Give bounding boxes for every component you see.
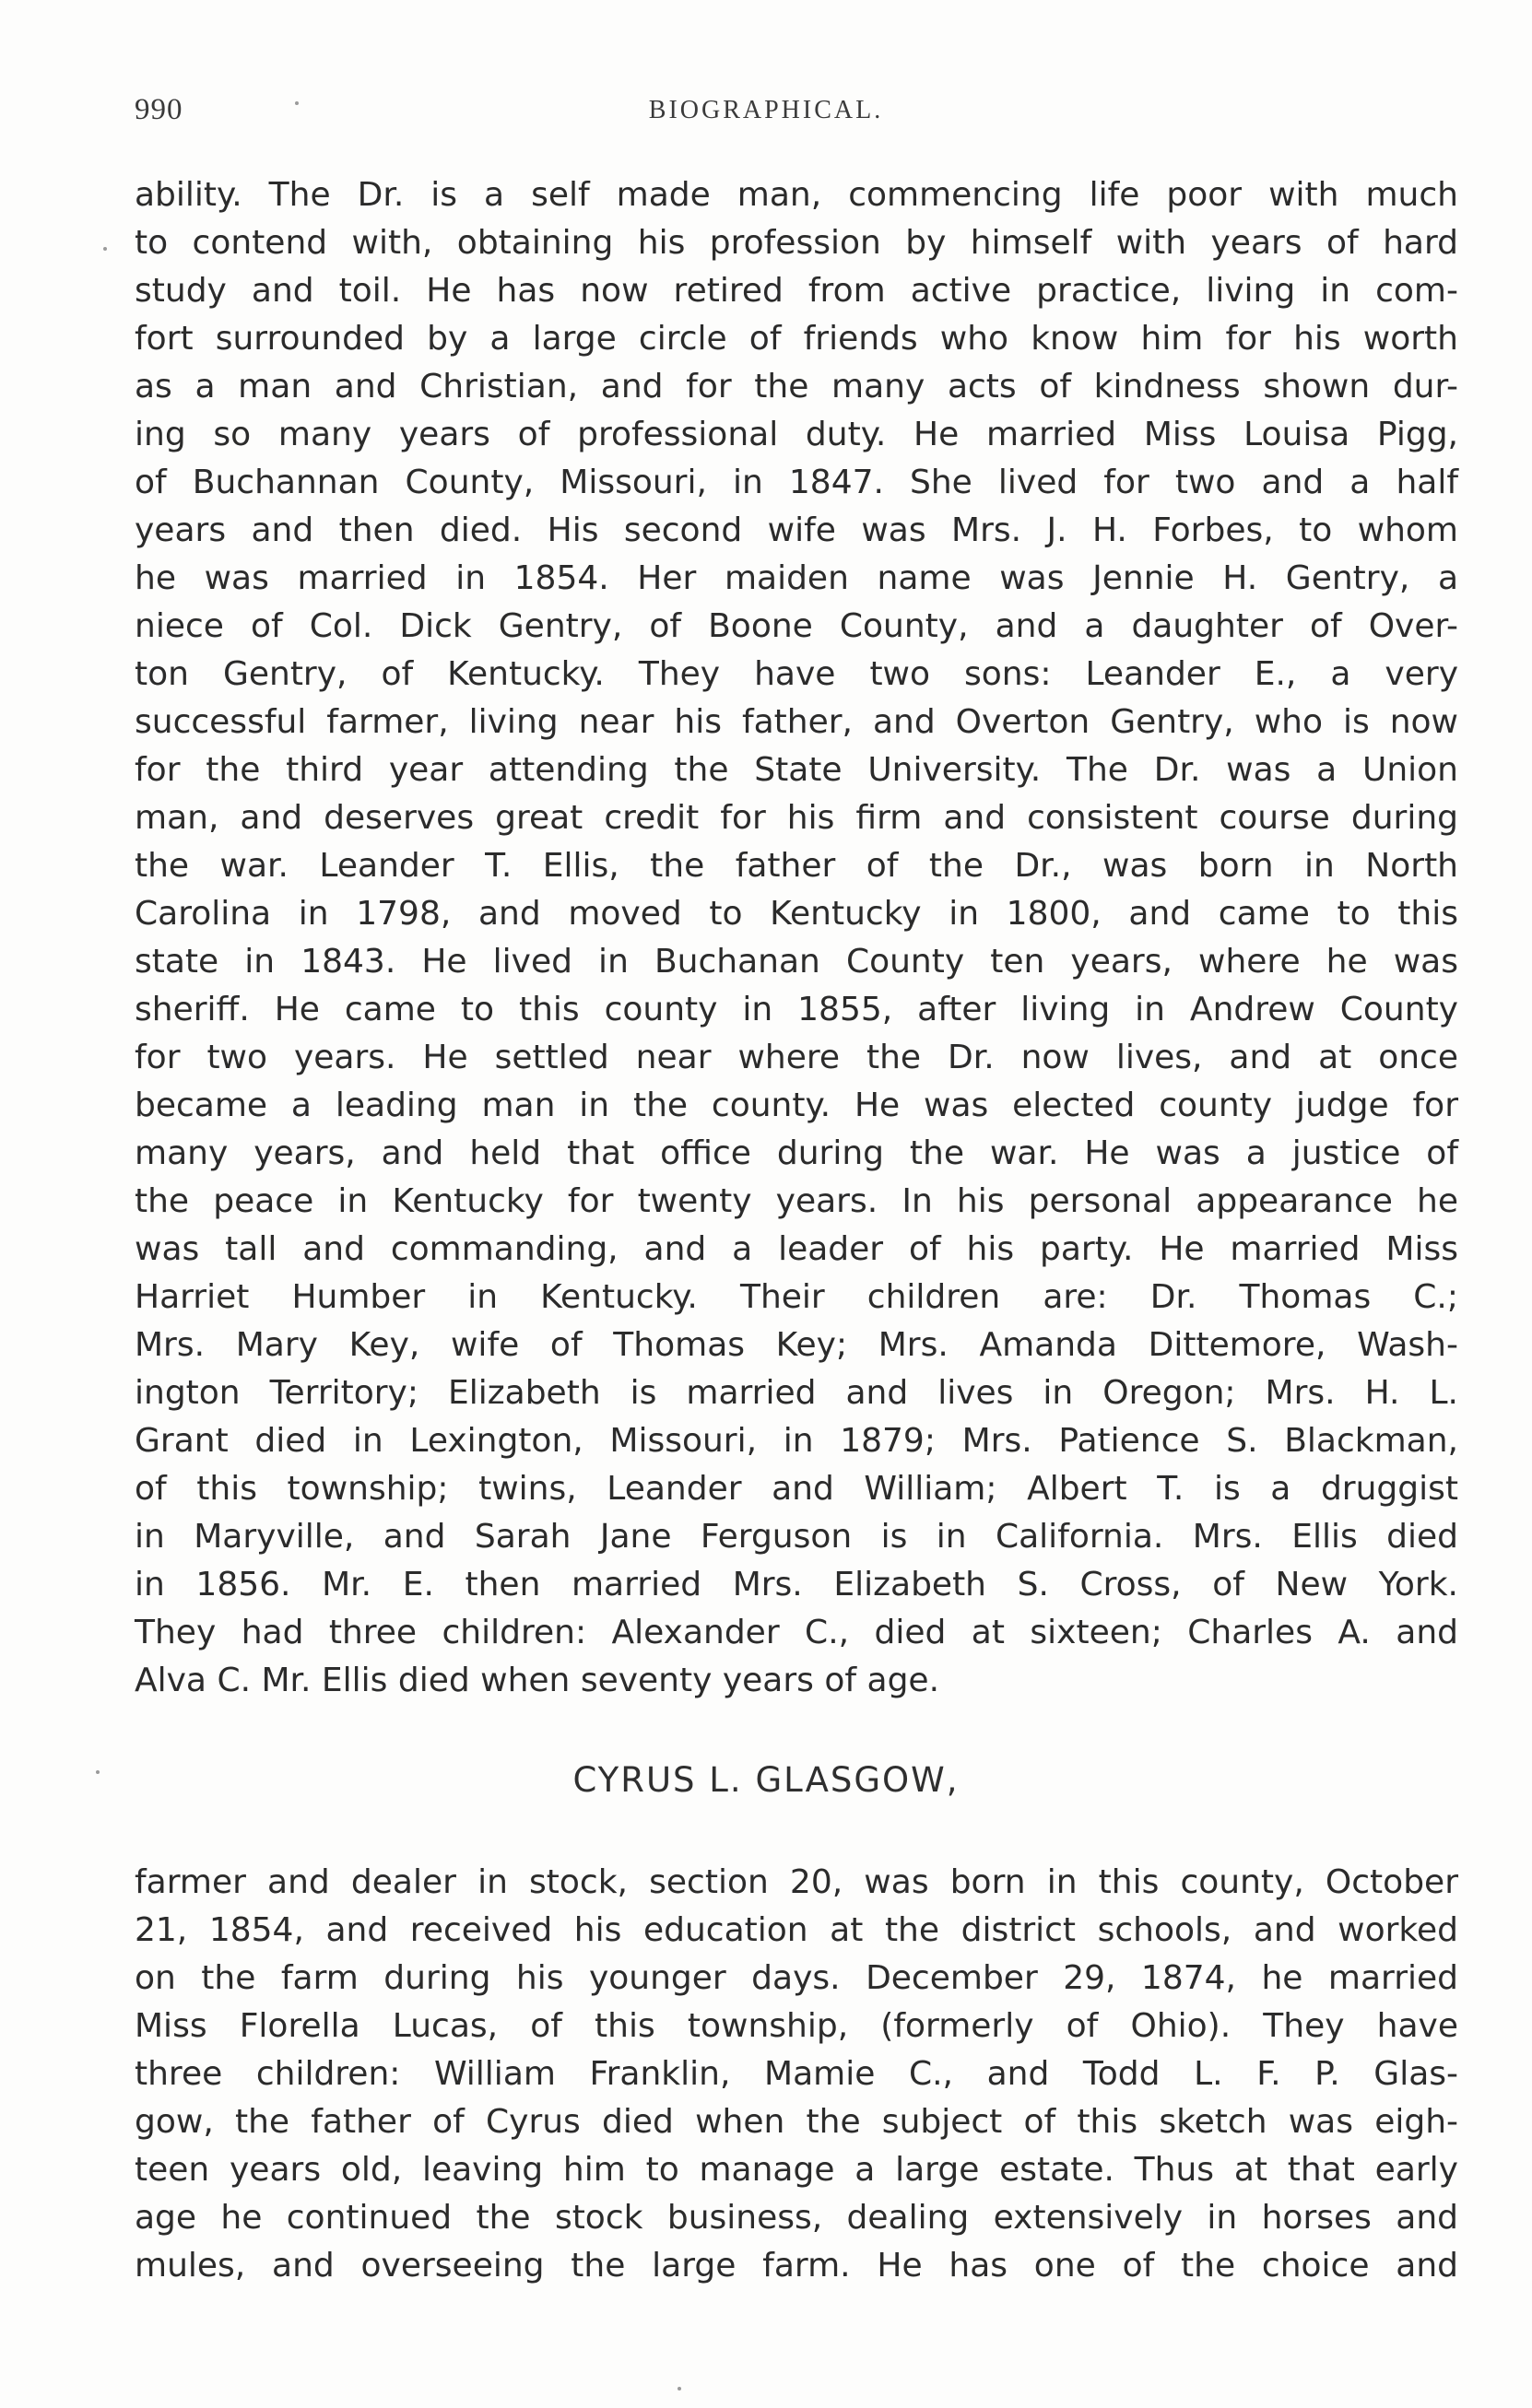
text-line: sheriff. He came to this county in 1855, after living in Andrew County (135, 991, 1458, 1028)
text-line: became a leading man in the county. He was elected county judge for (135, 1087, 1458, 1124)
text-line: teen years old, leaving him to manage a large estate. Thus at that early (135, 2151, 1458, 2189)
paper-speck (103, 247, 107, 251)
text-line: of this township; twins, Leander and William; Albert T. is a druggist (135, 1470, 1458, 1508)
text-line: Grant died in Lexington, Missouri, in 1879; Mrs. Patience S. Blackman, (135, 1422, 1458, 1460)
paper-speck (678, 2387, 681, 2390)
section-paragraph (135, 1859, 1458, 2290)
text-line: three children: William Franklin, Mamie C., and Todd L. F. P. Glas- (135, 2055, 1458, 2093)
text-line: many years, and held that office during the war. He was a justice of (135, 1134, 1458, 1172)
section-heading: CYRUS L. GLASGOW, (572, 1760, 960, 1800)
text-line: state in 1843. He lived in Buchanan County ten years, where he was (135, 943, 1458, 981)
text-line: ing so many years of professional duty. He married Miss Louisa Pigg, (135, 416, 1458, 453)
text-line: the peace in Kentucky for twenty years. In his personal appearance he (135, 1182, 1458, 1220)
paper-speck (96, 1770, 100, 1774)
text-line: niece of Col. Dick Gentry, of Boone County, and a daughter of Over- (135, 607, 1458, 645)
text-line: was tall and commanding, and a leader of his party. He married Miss (135, 1230, 1458, 1268)
text-line: Miss Florella Lucas, of this township, (formerly of Ohio). They have (135, 2007, 1458, 2045)
text-line: years and then died. His second wife was Mrs. J. H. Forbes, to whom (135, 511, 1458, 549)
text-line: ability. The Dr. is a self made man, commencing life poor with much (135, 176, 1458, 214)
paper-speck (295, 101, 299, 105)
text-line: 21, 1854, and received his education at the district schools, and worked (135, 1911, 1458, 1949)
text-line: successful farmer, living near his father, and Overton Gentry, who is now (135, 703, 1458, 741)
text-line: Harriet Humber in Kentucky. Their children are: Dr. Thomas C.; (135, 1278, 1458, 1316)
text-line: for the third year attending the State University. The Dr. was a Union (135, 751, 1458, 789)
text-line: ton Gentry, of Kentucky. They have two sons: Leander E., a very (135, 655, 1458, 693)
text-line: he was married in 1854. Her maiden name was Jennie H. Gentry, a (135, 559, 1458, 597)
text-line: mules, and overseeing the large farm. He has one of the choice and (135, 2247, 1458, 2285)
text-line: Carolina in 1798, and moved to Kentucky in 1800, and came to this (135, 895, 1458, 933)
text-line: age he continued the stock business, dealing extensively in horses and (135, 2199, 1458, 2237)
text-line: for two years. He settled near where the Dr. now lives, and at once (135, 1039, 1458, 1076)
text-line: ington Territory; Elizabeth is married and lives in Oregon; Mrs. H. L. (135, 1374, 1458, 1412)
text-line: man, and deserves great credit for his firm and consistent course during (135, 799, 1458, 837)
text-line: Alva C. Mr. Ellis died when seventy years of age. (135, 1662, 940, 1699)
text-line: fort surrounded by a large circle of friends who know him for his worth (135, 320, 1458, 358)
text-line: farmer and dealer in stock, section 20, was born in this county, October (135, 1863, 1458, 1901)
text-line: in 1856. Mr. E. then married Mrs. Elizabeth S. Cross, of New York. (135, 1566, 1458, 1603)
page-number: 990 (135, 93, 183, 126)
text-line: study and toil. He has now retired from active practice, living in com- (135, 272, 1458, 310)
text-line: Mrs. Mary Key, wife of Thomas Key; Mrs. Amanda Dittemore, Wash- (135, 1326, 1458, 1364)
text-line: the war. Leander T. Ellis, the father of the Dr., was born in North (135, 847, 1458, 885)
text-line: gow, the father of Cyrus died when the subject of this sketch was eigh- (135, 2103, 1458, 2141)
text-line: in Maryville, and Sarah Jane Ferguson is in California. Mrs. Ellis died (135, 1518, 1458, 1556)
running-head: BIOGRAPHICAL. (648, 96, 884, 124)
text-line: as a man and Christian, and for the many acts of kindness shown dur- (135, 368, 1458, 405)
text-line: to contend with, obtaining his profession by himself with years of hard (135, 224, 1458, 262)
text-line: on the farm during his younger days. December 29, 1874, he married (135, 1959, 1458, 1997)
text-line: They had three children: Alexander C., died at sixteen; Charles A. and (135, 1614, 1458, 1651)
text-line: of Buchannan County, Missouri, in 1847. She lived for two and a half (135, 464, 1458, 501)
continuation-paragraph (135, 171, 1458, 1705)
